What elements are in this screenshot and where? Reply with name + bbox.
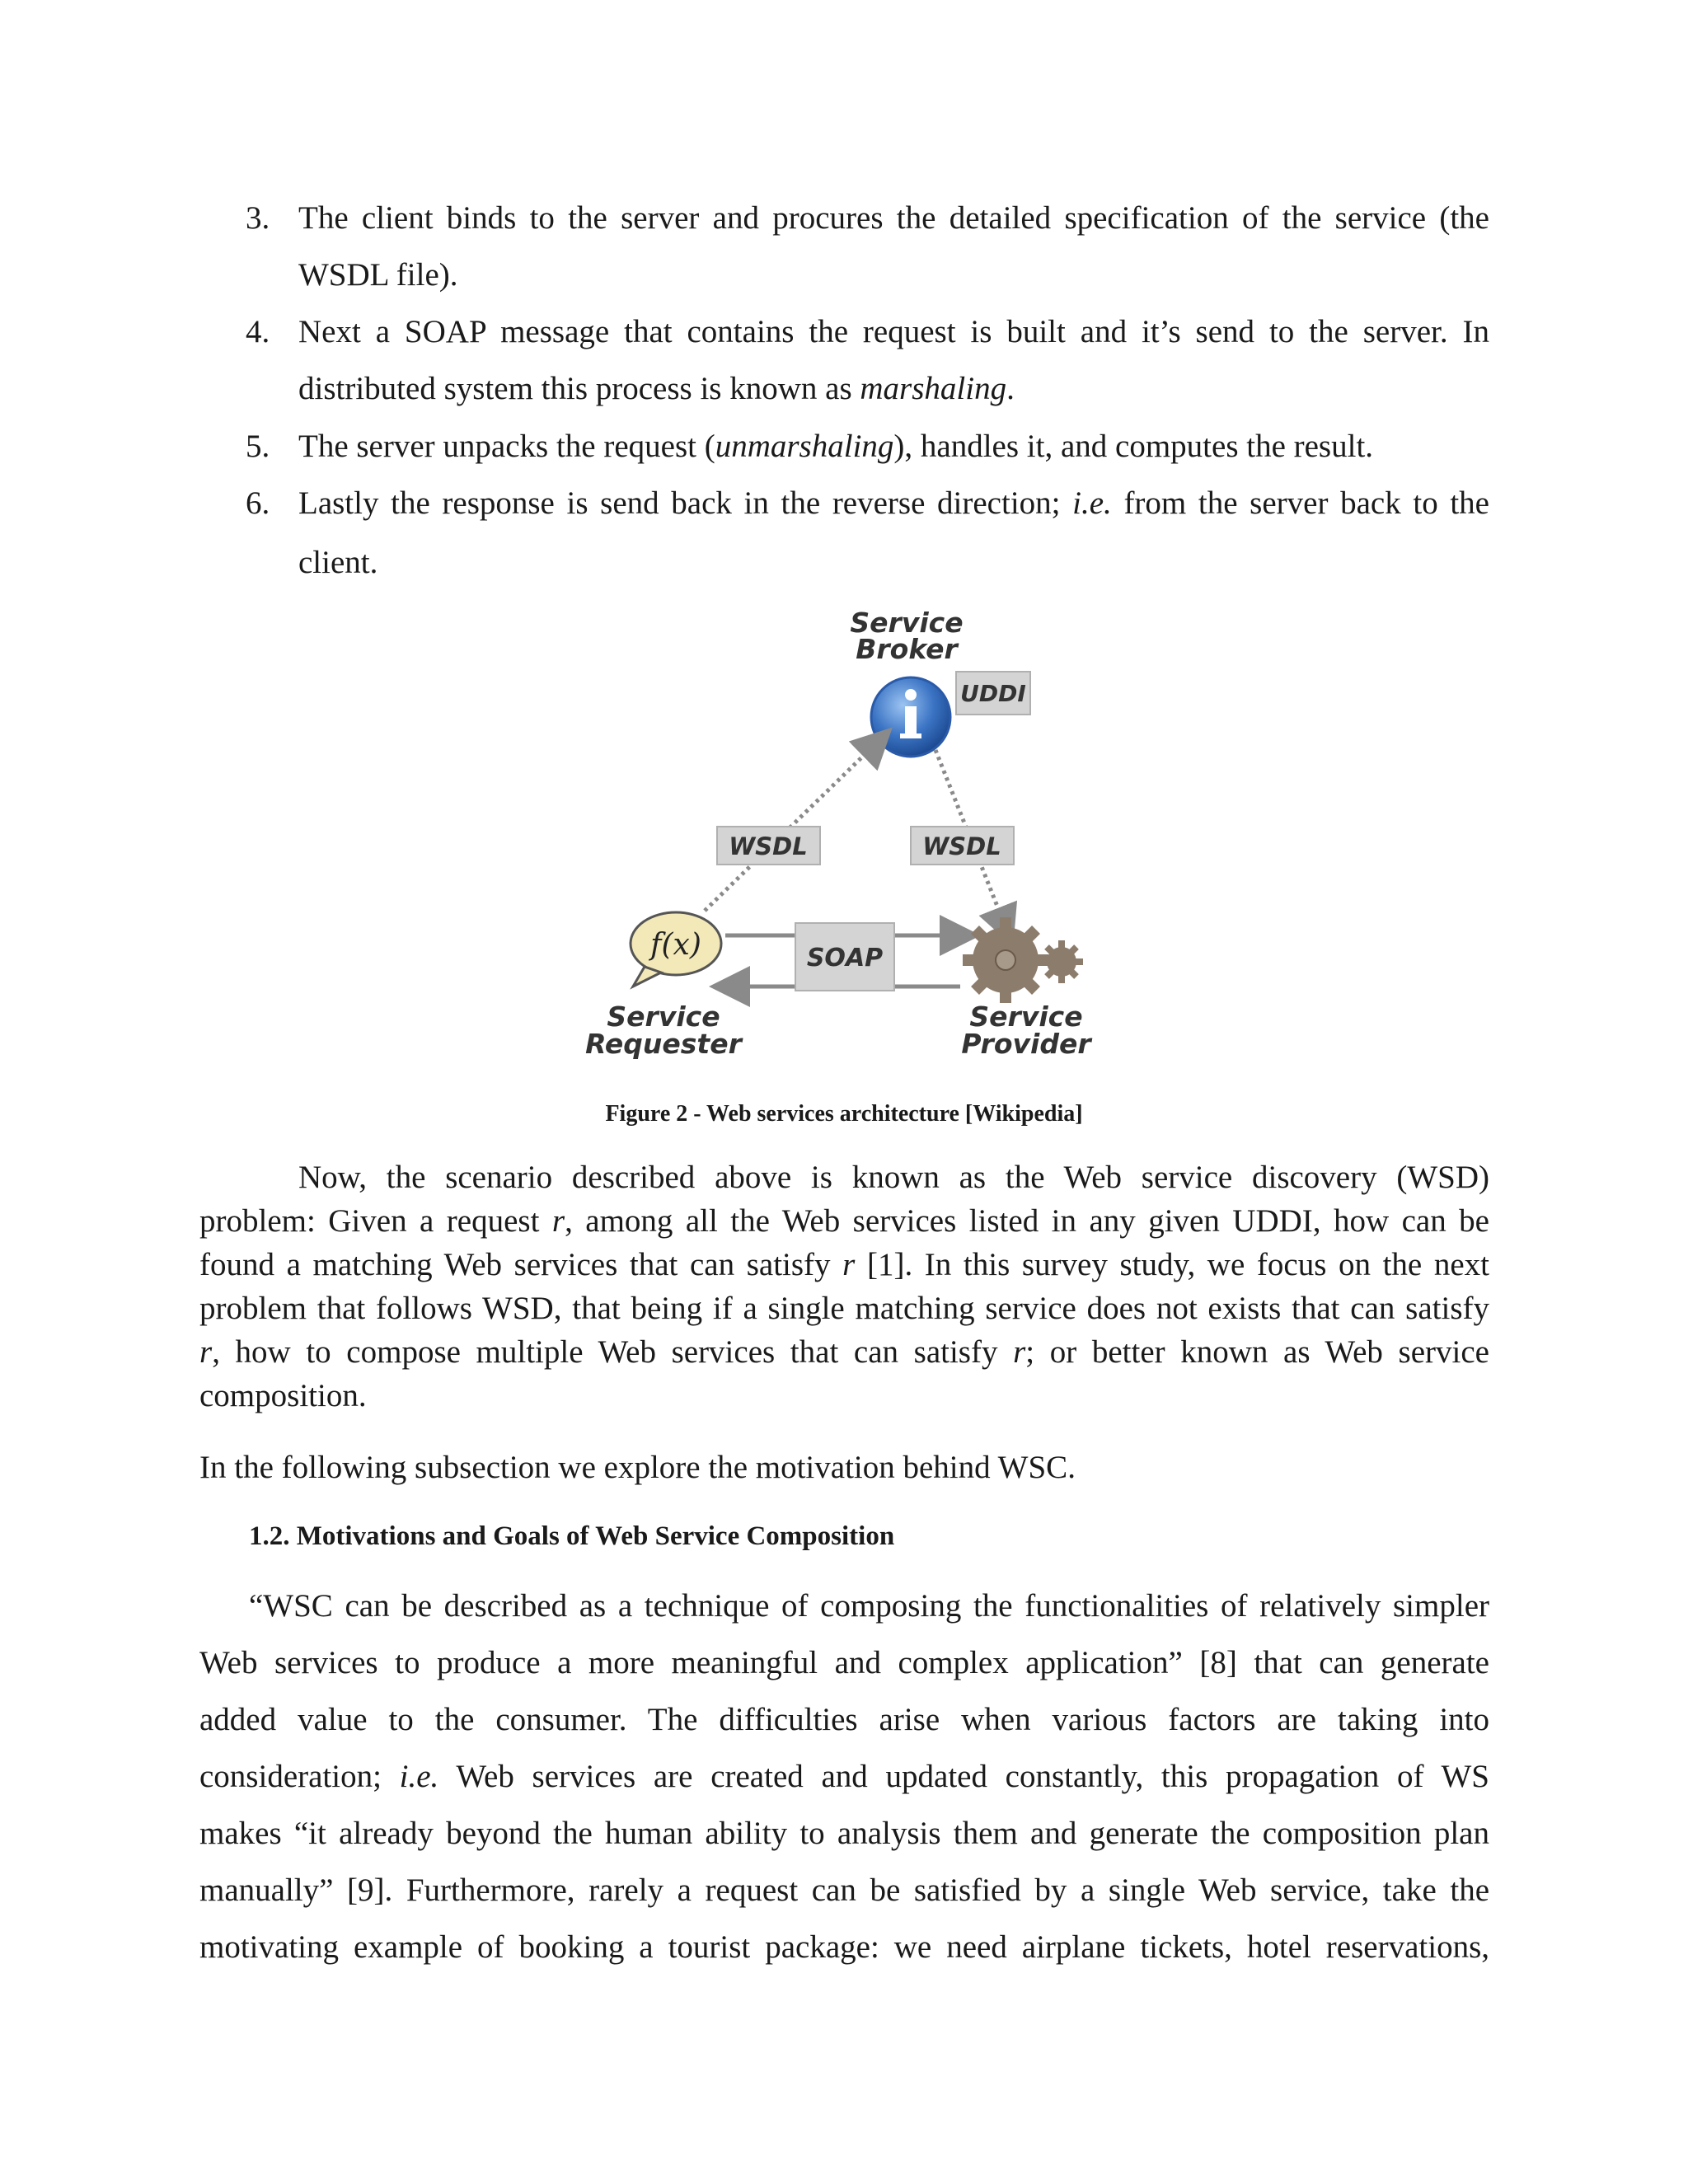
info-icon: [871, 677, 950, 757]
list-item-line: client.: [298, 545, 378, 580]
paragraph-line: problem: Given a request r, among all the Web services listed in any given UDDI, how can be: [199, 1203, 1489, 1239]
wsdl-box-right: [911, 827, 1014, 865]
paragraph-line: makes “it already beyond the human ability to analysis them and generate the composition plan: [199, 1816, 1489, 1851]
paragraph: [199, 1155, 1489, 1418]
list-number: 6.: [246, 485, 270, 521]
wsdl-box-left: [717, 827, 820, 865]
paragraph-line: problem that follows WSD, that being if a single matching service does not exists that can satisfy: [199, 1291, 1489, 1326]
broker-label-line2: Broker: [856, 633, 958, 665]
paragraph-line: motivating example of booking a tourist package: we need airplane tickets, hotel reservations,: [199, 1929, 1489, 1965]
function-bubble: [631, 912, 721, 987]
paragraph: [199, 1577, 1489, 1975]
list-item-line: Lastly the response is send back in the reverse direction; i.e. from the server back to the: [298, 485, 1489, 521]
paragraph-line: added value to the consumer. The difficulties arise when various factors are taking into: [199, 1702, 1489, 1737]
list-number: 4.: [246, 314, 270, 349]
section-heading: 1.2. Motivations and Goals of Web Service Composition: [249, 1521, 895, 1551]
paragraph-line: r, how to compose multiple Web services that can satisfy r; or better known as Web service: [199, 1334, 1489, 1370]
paragraph: [199, 1446, 1489, 1489]
list-item-line: The server unpacks the request (unmarshaling), handles it, and computes the result.: [298, 429, 1374, 464]
paragraph-line: In the following subsection we explore the motivation behind WSC.: [199, 1450, 1076, 1485]
figure-caption: Figure 2 - Web services architecture [Wikipedia]: [605, 1101, 1083, 1127]
list-number: 5.: [246, 429, 270, 464]
list-item-line: The client binds to the server and procures the detailed specification of the service (the: [298, 200, 1489, 236]
soap-label: SOAP: [806, 944, 884, 972]
paragraph-line: “WSC can be described as a technique of composing the functionalities of relatively simpler: [249, 1588, 1489, 1624]
requester-label-line1: Service: [607, 1001, 720, 1033]
paragraph-line: composition.: [199, 1378, 367, 1413]
gear-icon: [963, 917, 1083, 1003]
paragraph-line: Web services to produce a more meaningful and complex application” [8] that can generate: [199, 1645, 1489, 1680]
list-item-line: distributed system this process is known as marshaling.: [298, 371, 1015, 406]
list-number: 3.: [246, 200, 270, 236]
wsdl-right-label: WSDL: [922, 832, 1001, 860]
uddi-box: [956, 672, 1030, 715]
uddi-label: UDDI: [960, 680, 1026, 707]
provider-label-line1: Service: [969, 1001, 1083, 1033]
wsdl-left-label: WSDL: [729, 832, 808, 860]
list-item-line: WSDL file).: [298, 257, 458, 293]
fx-label: f(x): [650, 928, 701, 962]
paragraph-line: found a matching Web services that can satisfy r [1]. In this survey study, we focus on the next: [199, 1247, 1490, 1282]
paragraph-line: consideration; i.e. Web services are created and updated constantly, this propagation of WS: [199, 1759, 1489, 1794]
broker-label-line1: Service: [850, 607, 964, 639]
list-item-line: Next a SOAP message that contains the request is built and it’s send to the server. In: [298, 314, 1489, 349]
paragraph-line: manually” [9]. Furthermore, rarely a request can be satisfied by a single Web service, take the: [199, 1872, 1489, 1908]
paragraph-line: Now, the scenario described above is known as the Web service discovery (WSD): [298, 1160, 1489, 1195]
requester-label-line2: Requester: [585, 1028, 742, 1060]
provider-label-line2: Provider: [961, 1028, 1091, 1060]
soap-box: [795, 923, 894, 991]
web-services-architecture-figure: [585, 606, 1104, 1067]
